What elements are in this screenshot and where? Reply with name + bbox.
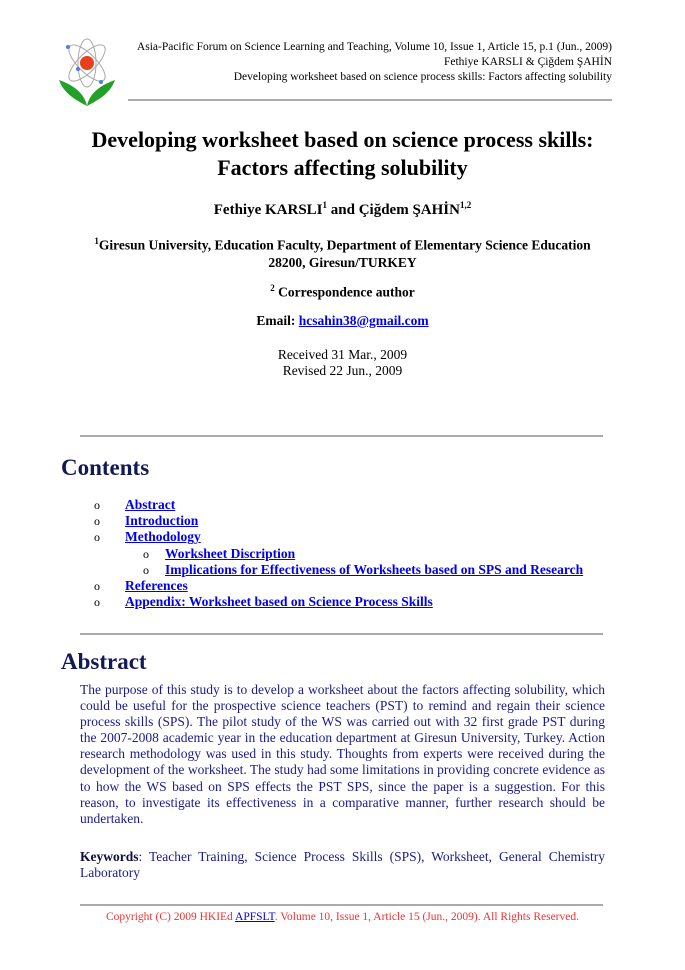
toc-item	[94, 546, 583, 562]
running-header	[137, 40, 612, 85]
toc-item	[94, 578, 583, 594]
toc-link-appendix[interactable]: Appendix: Worksheet based on Science Process Skills	[125, 594, 433, 610]
toc-link-references[interactable]: References	[125, 578, 188, 594]
corr-text: Correspondence author	[274, 284, 415, 300]
copyright-pre: Copyright (C) 2009 HKIEd	[105, 911, 236, 923]
abstract-text: The purpose of this study is to develop a worksheet about the factors affecting solubility, which could be useful for the prospective science teachers (PST) to remind and regain their science process skills (SPS). The pilot study of the WS was carried out with 32 first grade PST during the 2007-2008 academic year in the education department at Giresun University, Turkey. Action research methodology was used in this study. Thoughts from experts were received during the development of the worksheet. The study had some limitations in providing concrete evidence as to how the WS based on SPS effects the PST SPS, since the paper is a suggestion. For this reason, to investigate its effectiveness in a comparative manner, further research should be undertaken.	[80, 682, 605, 826]
bullet: o	[143, 562, 149, 577]
contents-heading: Contents	[61, 455, 150, 480]
header-authors: Fethiye KARSLI & Çiğdem ŞAHİN	[443, 56, 612, 68]
header-journal: Asia-Pacific Forum on Science Learning and Teaching, Volume 10, Issue 1, Article 15, p.1 (Jun., 2009)	[136, 41, 612, 53]
toc-item	[94, 562, 583, 578]
toc-link-worksheet[interactable]: Worksheet Discription	[165, 545, 296, 561]
paper-title	[0, 126, 685, 182]
revised-date: Revised 22 Jun., 2009	[282, 363, 403, 378]
correspondence	[0, 283, 685, 301]
divider	[80, 633, 603, 635]
copyright-post: . Volume 10, Issue 1, Article 15 (Jun., 2009). All Rights Reserved.	[274, 911, 579, 923]
title-line: Developing worksheet based on science process skills:	[91, 127, 594, 152]
dates	[0, 347, 685, 379]
email	[0, 313, 685, 329]
copyright	[0, 911, 685, 923]
author-sup: 1,2	[459, 200, 472, 210]
aff-line: 28200, Giresun/TURKEY	[268, 254, 417, 270]
toc-item	[94, 529, 583, 545]
toc-link-implications[interactable]: Implications for Effectiveness of Worksheets based on SPS and Research	[165, 561, 584, 577]
and: and	[327, 202, 359, 218]
author: Çiğdem ŞAHİN	[358, 202, 460, 218]
title-line: Factors affecting solubility	[217, 155, 468, 180]
bullet: o	[94, 514, 100, 529]
header-title: Developing worksheet based on science process skills: Factors affecting solubility	[233, 71, 612, 83]
keywords-text: : Teacher Training, Science Process Skills (SPS), Worksheet, General Chemistry Laboratory	[80, 849, 605, 881]
aff-line: Giresun University, Education Faculty, Department of Elementary Science Education	[98, 237, 591, 253]
aff-sup: 1	[94, 236, 99, 246]
author: Fethiye KARSLI	[213, 202, 323, 218]
keywords	[80, 849, 605, 881]
authors	[0, 200, 685, 219]
contents-list	[94, 497, 583, 610]
header-divider	[128, 99, 612, 101]
bullet: o	[94, 498, 100, 512]
email-label: Email:	[256, 313, 299, 328]
toc-link-methodology[interactable]: Methodology	[125, 529, 201, 545]
email-link[interactable]: hcsahin38@gmail.com	[298, 313, 429, 328]
toc-link-abstract[interactable]: Abstract	[125, 497, 176, 512]
toc-item	[94, 497, 583, 513]
abstract-heading: Abstract	[61, 649, 147, 674]
bullet: o	[143, 546, 149, 561]
footer-divider	[80, 904, 603, 906]
bullet: o	[94, 579, 100, 594]
author-sup: 1	[322, 200, 328, 210]
toc-item	[94, 513, 583, 529]
corr-sup: 2	[270, 283, 275, 293]
keywords-label: Keywords	[80, 849, 139, 864]
toc-link-introduction[interactable]: Introduction	[125, 513, 199, 529]
received-date: Received 31 Mar., 2009	[277, 347, 408, 362]
bullet: o	[94, 595, 100, 610]
journal-logo	[56, 36, 118, 108]
divider	[80, 435, 603, 437]
affiliation	[0, 233, 685, 271]
apfslt-link[interactable]: APFSLT	[235, 911, 275, 923]
bullet: o	[94, 530, 100, 545]
toc-item	[94, 594, 583, 610]
